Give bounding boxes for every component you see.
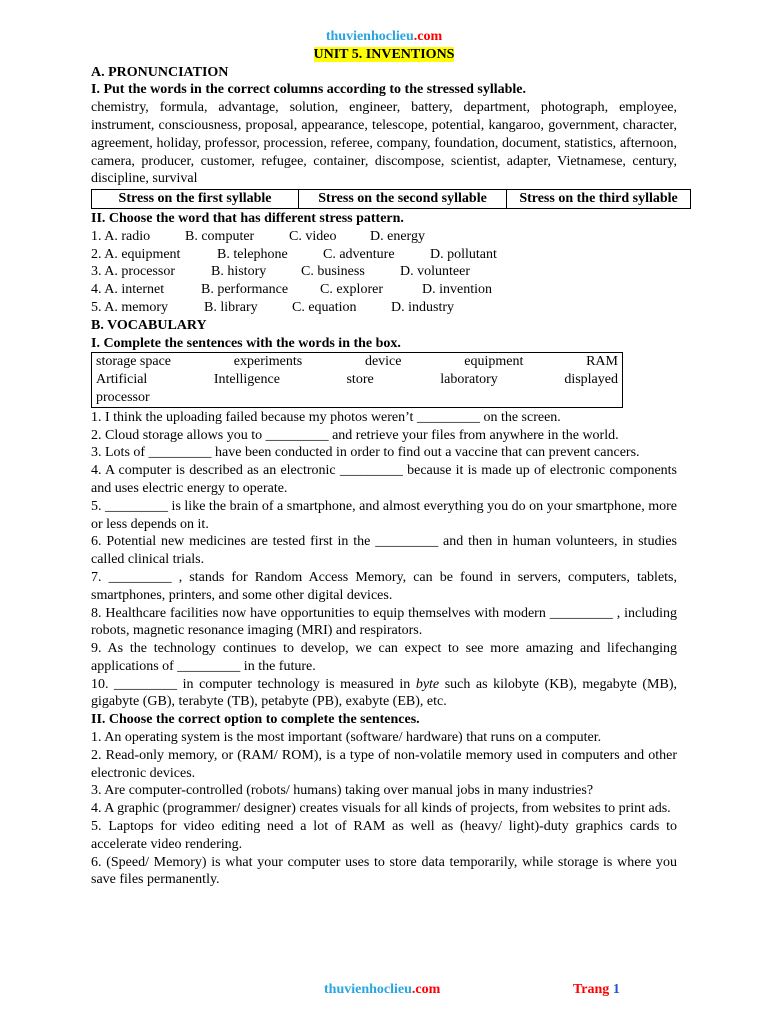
word-box-item: store	[346, 372, 374, 388]
table-header-first-syllable: Stress on the first syllable	[92, 190, 299, 209]
section-a-title: A. PRONUNCIATION	[91, 64, 229, 80]
sentence: 8. Healthcare facilities now have opportunities to equip themselves with modern _________ , including robots, magnetic resonance imaging (MRI) and respirators.	[91, 605, 677, 639]
page-number: Trang 1	[573, 982, 620, 997]
question-row	[91, 281, 677, 299]
option-a: 2. A. equipment	[91, 246, 181, 262]
fill-in-sentences	[91, 409, 677, 712]
option-a: 4. A. internet	[91, 282, 165, 298]
option-a: 3. A. processor	[91, 264, 175, 280]
sentence: 6. Potential new medicines are tested first in the _________ and then in human volunteers, in studies called clinical trials.	[91, 534, 677, 568]
question-row	[91, 299, 677, 317]
option-d: D. invention	[422, 282, 492, 298]
option-c: C. explorer	[320, 282, 383, 298]
option-a: 1. A. radio	[91, 228, 151, 244]
word-box-row	[96, 389, 618, 407]
sentence: 2. Read-only memory, or (RAM/ ROM), is a type of non-volatile memory used in computers and other electronic devices.	[91, 747, 677, 781]
word-box-item: Intelligence	[213, 372, 280, 388]
sentence: 7. _________ , stands for Random Access Memory, can be found in servers, computers, tablets, smartphones, printers, and some other digital devices.	[91, 569, 677, 603]
sentence: 4. A graphic (programmer/ designer) creates visuals for all kinds of projects, from websites to print ads.	[91, 801, 671, 817]
option-b: B. telephone	[217, 246, 288, 262]
word-box-item: Artificial	[96, 372, 148, 388]
stress-columns-table	[91, 189, 691, 209]
sentence: 2. Cloud storage allows you to _________ and retrieve your files from anywhere in the world.	[91, 427, 619, 443]
question-row	[91, 228, 677, 246]
option-d: D. volunteer	[400, 264, 470, 280]
word-box-item: RAM	[586, 354, 618, 370]
stress-questions	[91, 228, 677, 317]
sentence: 1. An operating system is the most important (software/ hardware) that runs on a computer.	[91, 730, 602, 746]
table-header-second-syllable: Stress on the second syllable	[299, 190, 507, 209]
word-box-item: laboratory	[440, 372, 498, 388]
section-b-task2-title: II. Choose the correct option to complete the sentences.	[91, 712, 420, 728]
question-row	[91, 263, 677, 281]
option-c: C. video	[289, 228, 337, 244]
word-box-item: device	[364, 354, 402, 370]
header-site-name: thuvienhoclieu.com	[325, 29, 443, 44]
sentence: 1. I think the uploading failed because my photos weren’t _________ on the screen.	[91, 409, 561, 425]
option-c: C. adventure	[323, 246, 395, 262]
question-row	[91, 246, 677, 264]
unit-title: UNIT 5. INVENTIONS	[313, 46, 455, 62]
word-box-row	[96, 371, 618, 389]
word-box	[91, 352, 623, 407]
section-a-task1-title: I. Put the words in the correct columns according to the stressed syllable.	[91, 82, 526, 98]
section-a-word-list: chemistry, formula, advantage, solution, engineer, battery, department, photograph, employee, instrument, consciousness, proposal, appearance, telescope, potential, kangaroo, government, character, agreement, holiday, professor, procession, referee, company, foundation, document, statistics, afternoon, camera, producer, customer, refugee, container, discompose, scientist, adapter, Vietnamese, century, discipline, survival	[91, 100, 677, 187]
word-box-item: storage space	[96, 354, 172, 370]
page-footer	[0, 981, 768, 999]
option-c: C. equation	[292, 299, 357, 315]
table-header-third-syllable: Stress on the third syllable	[507, 190, 691, 209]
option-b: B. history	[211, 264, 267, 280]
option-b: B. performance	[201, 282, 289, 298]
word-box-item: equipment	[464, 354, 524, 370]
option-d: D. industry	[391, 299, 454, 315]
option-b: B. computer	[185, 228, 255, 244]
sentence: 3. Are computer-controlled (robots/ humans) taking over manual jobs in many industries?	[91, 783, 594, 799]
sentence: 5. _________ is like the brain of a smartphone, and almost everything you do on your smartphone, more or less depends on it.	[91, 498, 677, 532]
section-b-title: B. VOCABULARY	[91, 317, 207, 333]
sentence: 6. (Speed/ Memory) is what your computer uses to store data temporarily, while storage is where you save files permanently.	[91, 854, 677, 888]
option-a: 5. A. memory	[91, 299, 168, 315]
option-d: D. pollutant	[430, 246, 497, 262]
sentence: 5. Laptops for video editing need a lot of RAM as well as (heavy/ light)-duty graphics cards to accelerate video rendering.	[91, 819, 677, 852]
section-a-task2-title: II. Choose the word that has different stress pattern.	[91, 210, 404, 226]
sentence: 10. _________ in computer technology is measured in byte such as kilobyte (KB), megabyte (MB), gigabyte (GB), terabyte (TB), petabyte (PB), exabyte (EB), etc.	[91, 676, 677, 710]
word-box-item: displayed	[564, 372, 618, 388]
sentence: 3. Lots of _________ have been conducted in order to find out a vaccine that can prevent cancers.	[91, 445, 640, 461]
sentence: 9. As the technology continues to develop, we can expect to see more amazing and lifechanging applications of _________ in the future.	[91, 641, 677, 674]
word-box-item: processor	[96, 389, 150, 405]
option-d: D. energy	[370, 228, 425, 244]
page-content	[91, 28, 677, 889]
option-c: C. business	[301, 264, 365, 280]
word-box-row	[96, 353, 618, 371]
word-box-item: experiments	[233, 354, 303, 370]
footer-site-name: thuvienhoclieu.com	[324, 982, 441, 997]
option-b: B. library	[204, 299, 258, 315]
choice-sentences	[91, 729, 677, 889]
sentence: 4. A computer is described as an electronic _________ because it is made up of electronic components and uses electric energy to operate.	[91, 463, 677, 496]
section-b-task1-title: I. Complete the sentences with the words in the box.	[91, 335, 401, 351]
